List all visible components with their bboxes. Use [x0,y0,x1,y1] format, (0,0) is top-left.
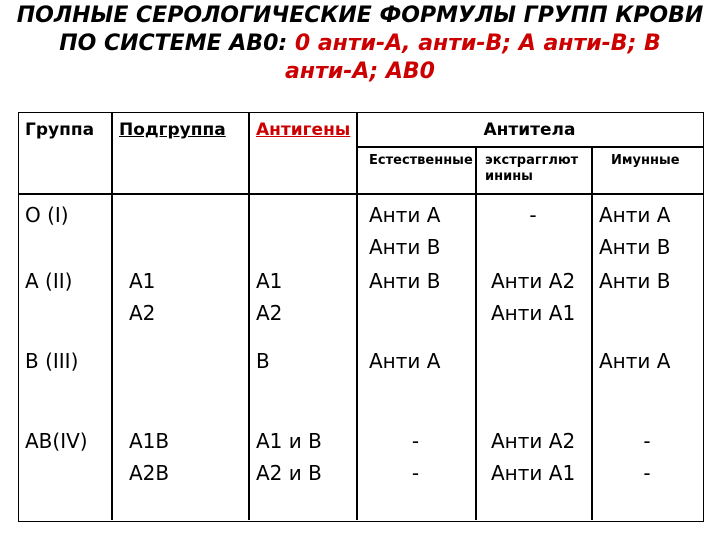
row-extragglutinins-1: - [529,203,537,227]
row-immune-2: - [643,461,651,485]
title-line-2-prefix: ПО СИСТЕМЕ АВ0: [59,31,288,56]
title-line-1: ПОЛНЫЕ СЕРОЛОГИЧЕСКИЕ ФОРМУЛЫ ГРУПП КРОВИ [16,3,704,28]
title-line-3 [0,58,720,86]
row-antigen-1: А1 [256,269,283,293]
row-natural-1: Анти А [369,203,441,227]
row-immune-2: Анти В [599,235,671,259]
header-group: Группа [25,120,95,140]
title-formula-a: А анти-В; [511,31,637,56]
row-subgroup-1: А1В [129,429,170,453]
row-immune-1: Анти А [599,349,671,373]
title-line-2 [0,30,720,58]
row-extragglutinins-1: Анти А2 [491,429,576,453]
title-formula-o: 0 анти-А, анти-В; [287,31,512,56]
row-immune-1: - [643,429,651,453]
row-extragglutinins-2: Анти А1 [491,461,576,485]
row-immune-1: Анти В [599,269,671,293]
row-immune-1: Анти А [599,203,671,227]
title-formula-ab: АВ0 [378,59,435,84]
row-group: А (II) [25,269,73,293]
row-antigen-2: А2 и В [256,461,322,485]
row-natural-2: Анти В [369,235,441,259]
row-natural-1: - [411,429,420,453]
title-formula-b-cont: анти-А; [285,59,379,84]
header-extragglutinins-2: инины [485,169,533,184]
row-extragglutinins-2: Анти А1 [491,301,576,325]
row-natural-2: - [411,461,420,485]
header-natural: Естественные [369,153,473,168]
row-group: О (I) [25,203,69,227]
page-title [0,2,720,86]
header-antigens: Антигены [256,120,351,140]
header-subgroup: Подгруппа [119,120,226,140]
header-extragglutinins-1: экстрагглют [485,153,579,168]
row-natural-1: Анти В [369,269,441,293]
row-subgroup-2: А2В [129,461,170,485]
row-antigen-1: А1 и В [256,429,322,453]
row-natural-1: Анти А [369,349,441,373]
row-subgroup-2: А2 [129,301,156,325]
header-immune: Имунные [611,153,680,168]
row-group: АВ(IV) [25,429,88,453]
row-antigen-2: А2 [256,301,283,325]
row-antigen-1: В [256,349,270,373]
header-antibodies: Антитела [483,120,576,140]
title-formula-b: В [636,31,661,56]
row-group: В (III) [25,349,79,373]
row-extragglutinins-1: Анти А2 [491,269,576,293]
blood-group-table [18,112,704,522]
row-subgroup-1: А1 [129,269,156,293]
